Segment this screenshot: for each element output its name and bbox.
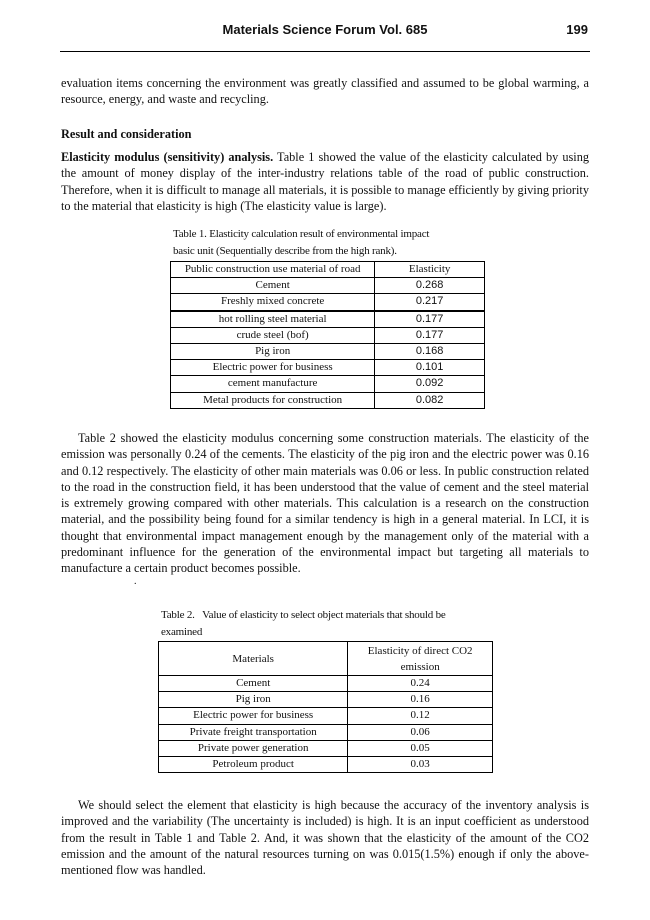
material-cell: Private freight transportation — [159, 724, 348, 740]
material-cell: Petroleum product — [159, 756, 348, 772]
paragraph-table2-discussion: Table 2 showed the elasticity modulus concerning some construction materials. The elasticity of the emission was personally 0.24 of the cements. The elasticity of the pig iron and the electric power was 0.16 and 0.12 respectively. The elasticity of other main materials was 0.06 or less. In public construction related to the road in the construction field, it has been understood that the value of cement and the steel material is extremely growing compared with other materials. This calculation is a research on the construction material, and the possibility being found for a similar tendency is high in a general material. In LCI, it is thought that environmental impact management enough by the management only of the material with a predominant influence for the generation of the environmental impact but targeting all materials to manufacture a certain product becomes possible. — [61, 431, 589, 576]
table2-caption-line1: Table 2. Value of elasticity to select object materials that should be — [161, 609, 446, 621]
value-cell: 0.06 — [348, 724, 493, 740]
column-header: Elasticity of direct CO2 emission — [348, 642, 493, 676]
material-cell: Pig iron — [171, 343, 375, 359]
value-cell: 0.101 — [375, 360, 485, 376]
value-cell: 0.268 — [375, 278, 485, 294]
table1-caption-line2: basic unit (Sequentially describe from the high rank). — [173, 244, 397, 257]
header-rule — [60, 51, 590, 52]
material-cell: Private power generation — [159, 740, 348, 756]
material-cell: crude steel (bof) — [171, 327, 375, 343]
material-cell: Cement — [159, 676, 348, 692]
journal-title: Materials Science Forum Vol. 685 — [222, 22, 428, 37]
section-heading: Result and consideration — [61, 127, 192, 141]
table2-caption-line2: examined — [161, 625, 203, 638]
table-row — [159, 676, 493, 692]
table2 — [158, 641, 493, 773]
table-row — [171, 278, 485, 294]
paragraph-conclusion: We should select the element that elasticity is high because the accuracy of the inventory analysis is improved and the variability (The uncertainty is included) is high. It is an input coefficient as understood from the result in Table 1 and Table 2. And, it was shown that the elasticity of the amount of the CO2 emission and the amount of the natural resources turning on was 0.015(1.5%) enough if only the above-mentioned flow was handled. — [61, 798, 589, 878]
running-header — [60, 22, 590, 42]
table-row — [171, 360, 485, 376]
material-cell: Electric power for business — [159, 708, 348, 724]
material-cell: Electric power for business — [171, 360, 375, 376]
page-number: 199 — [566, 22, 588, 37]
table-row — [171, 392, 485, 408]
column-header: Materials — [159, 642, 348, 676]
value-cell: 0.217 — [375, 294, 485, 311]
table-row — [159, 756, 493, 772]
table-row — [159, 692, 493, 708]
value-cell: 0.168 — [375, 343, 485, 359]
value-cell: 0.092 — [375, 376, 485, 392]
column-header: Elasticity — [375, 262, 485, 278]
material-cell: Freshly mixed concrete — [171, 294, 375, 311]
material-cell: cement manufacture — [171, 376, 375, 392]
value-cell: 0.16 — [348, 692, 493, 708]
table-row — [159, 724, 493, 740]
table-row — [171, 376, 485, 392]
value-cell: 0.05 — [348, 740, 493, 756]
table-row — [159, 740, 493, 756]
table1-caption-line1: Table 1. Elasticity calculation result of environmental impact — [173, 228, 430, 240]
material-cell: Metal products for construction — [171, 392, 375, 408]
paragraph-body: Table 1 showed the value of the elasticity calculated by using the amount of money display of the inter-industry relations table of the road of public construction. Therefore, when it is difficult to manage all materials, it is possible to manage efficiently by giving priority to the material that elasticity is high (The elasticity value is large). — [61, 150, 589, 213]
paragraph-lead: Elasticity modulus (sensitivity) analysis. — [61, 150, 274, 164]
value-cell: 0.03 — [348, 756, 493, 772]
table-row — [171, 327, 485, 343]
table-row — [171, 311, 485, 328]
table-row — [171, 294, 485, 311]
paragraph-elasticity — [61, 149, 589, 214]
paragraph-intro: evaluation items concerning the environment was greatly classified and assumed to be global warming, a resource, energy, and waste and recycling. — [61, 76, 589, 107]
material-cell: Cement — [171, 278, 375, 294]
table-header-row — [171, 262, 485, 278]
column-header: Public construction use material of road — [171, 262, 375, 278]
material-cell: hot rolling steel material — [171, 311, 375, 328]
value-cell: 0.177 — [375, 311, 485, 328]
table2-caption — [161, 607, 501, 640]
table-header-row — [159, 642, 493, 676]
value-cell: 0.12 — [348, 708, 493, 724]
value-cell: 0.24 — [348, 676, 493, 692]
table1-caption — [173, 226, 473, 259]
table-row — [159, 708, 493, 724]
stray-dot: . — [134, 576, 137, 587]
table-row — [171, 343, 485, 359]
material-cell: Pig iron — [159, 692, 348, 708]
value-cell: 0.082 — [375, 392, 485, 408]
value-cell: 0.177 — [375, 327, 485, 343]
table1 — [170, 261, 485, 409]
